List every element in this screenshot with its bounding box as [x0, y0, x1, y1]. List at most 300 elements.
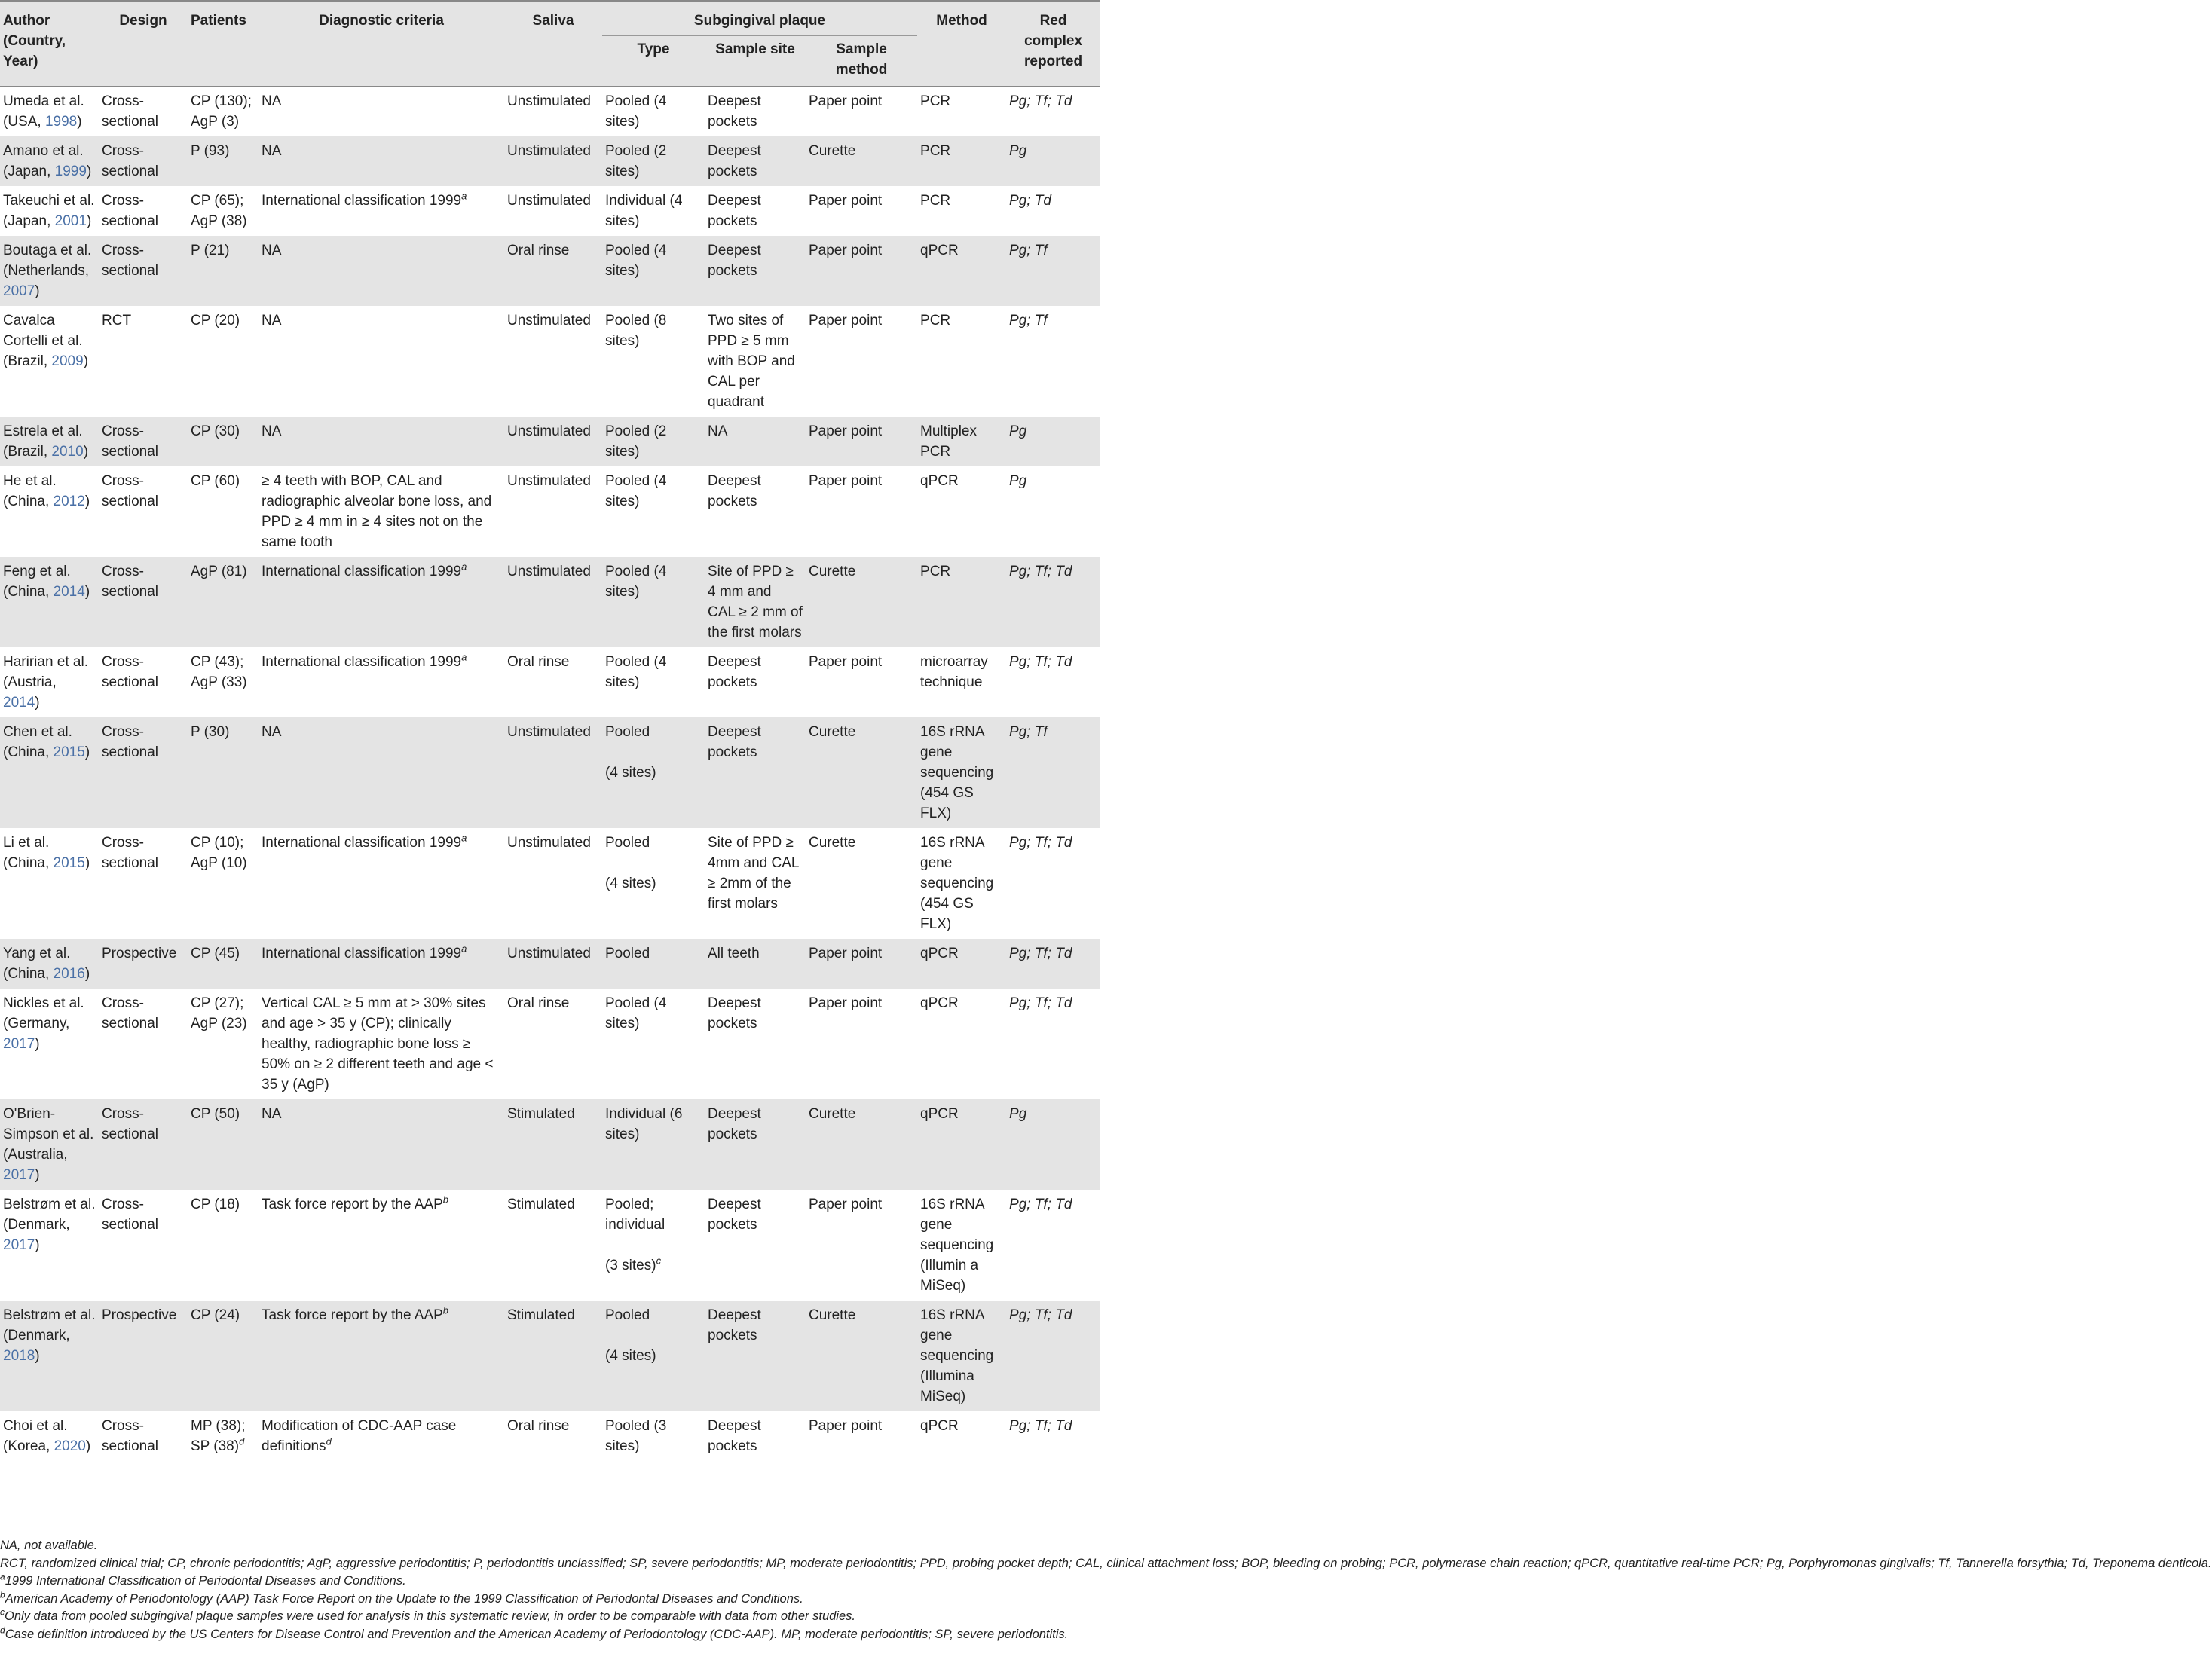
patients-cell — [188, 717, 259, 828]
red-complex-cell: Pg; Tf; Td — [1006, 828, 1100, 939]
criteria-cell — [259, 306, 504, 417]
footnote-marker: d — [239, 1435, 245, 1447]
footnote-marker: d — [326, 1435, 332, 1447]
year-link: 2020 — [54, 1438, 86, 1454]
table-row — [0, 1099, 1100, 1190]
red-complex-cell: Pg; Tf; Td — [1006, 647, 1100, 717]
author-text: He et al. (China, — [3, 473, 57, 509]
type-cell — [602, 717, 705, 828]
author-cell: Cavalca Cortelli et al. (Brazil, 2009) — [0, 306, 99, 417]
criteria-text: International classification 1999 — [262, 654, 462, 670]
patients-text: CP (18) — [191, 1197, 240, 1212]
type-cell — [602, 939, 705, 989]
author-cell: O'Brien-Simpson et al. (Australia, 2017) — [0, 1099, 99, 1190]
patients-text: CP (45) — [191, 946, 240, 961]
study-table-container — [0, 0, 1100, 1461]
sample-method-cell: Paper point — [806, 466, 917, 557]
patients-cell — [188, 989, 259, 1099]
type-text: Pooled (4 sites) — [605, 564, 667, 600]
criteria-text: Vertical CAL ≥ 5 mm at > 30% sites and age > 35 y (CP); clinically healthy, radiographic bone loss ≥ 50% on ≥ 2 different teeth and age < 35 y (AgP) — [262, 995, 494, 1093]
patients-cell — [188, 87, 259, 137]
sample-method-cell: Paper point — [806, 306, 917, 417]
header-type: Type — [602, 36, 705, 87]
author-cell: Nickles et al. (Germany, 2017) — [0, 989, 99, 1099]
criteria-cell — [259, 828, 504, 939]
author-cell: Choi et al. (Korea, 2020) — [0, 1411, 99, 1461]
footnote-marker: c — [0, 1606, 5, 1618]
table-body — [0, 87, 1100, 1462]
type-cell — [602, 989, 705, 1099]
sample-method-cell: Paper point — [806, 186, 917, 236]
method-cell: 16S rRNA gene sequencing (Illumina MiSeq) — [917, 1301, 1006, 1411]
criteria-cell — [259, 417, 504, 466]
type-text: Pooled — [605, 1307, 650, 1323]
footnote-text: NA, not available. — [0, 1539, 98, 1552]
design-cell: Cross-sectional — [99, 647, 188, 717]
criteria-text: NA — [262, 243, 282, 258]
red-complex-cell: Pg; Tf; Td — [1006, 87, 1100, 137]
spacer — [605, 1235, 702, 1255]
patients-text: CP (30) — [191, 423, 240, 439]
red-complex-cell: Pg — [1006, 417, 1100, 466]
red-complex-cell: Pg; Tf; Td — [1006, 989, 1100, 1099]
type-text: Pooled; individual — [605, 1197, 665, 1233]
header-method: Method — [917, 1, 1006, 87]
type-sites-text: (3 sites) — [605, 1258, 656, 1273]
footnote-line — [0, 1537, 1100, 1555]
year-link: 2017 — [3, 1237, 35, 1253]
year-link: 1998 — [44, 114, 78, 130]
type-text: Pooled (4 sites) — [605, 995, 667, 1032]
saliva-cell: Stimulated — [504, 1301, 602, 1411]
type-text: Pooled — [605, 835, 650, 851]
saliva-cell: Unstimulated — [504, 828, 602, 939]
design-cell: Cross-sectional — [99, 186, 188, 236]
table-row — [0, 1190, 1100, 1301]
design-cell: Cross-sectional — [99, 1099, 188, 1190]
type-cell — [602, 1411, 705, 1461]
design-cell: Cross-sectional — [99, 466, 188, 557]
design-cell: Prospective — [99, 939, 188, 989]
year-link: 2001 — [54, 213, 87, 229]
patients-text: AgP (81) — [191, 564, 247, 579]
footnote-marker: c — [656, 1255, 662, 1267]
method-cell: microarray technique — [917, 647, 1006, 717]
header-design: Design — [99, 1, 188, 87]
saliva-cell: Oral rinse — [504, 989, 602, 1099]
table-row — [0, 647, 1100, 717]
patients-cell — [188, 1099, 259, 1190]
year-link: 2015 — [53, 744, 85, 760]
footnote-marker: a — [0, 1571, 5, 1582]
design-cell: Cross-sectional — [99, 717, 188, 828]
author-cell: Feng et al. (China, 2014) — [0, 557, 99, 647]
criteria-cell — [259, 717, 504, 828]
author-cell: Haririan et al. (Austria, 2014) — [0, 647, 99, 717]
criteria-cell — [259, 1301, 504, 1411]
type-text: Pooled (4 sites) — [605, 473, 667, 509]
red-complex-cell: Pg — [1006, 136, 1100, 186]
sample-site-cell: Deepest pockets — [705, 1301, 806, 1411]
study-characteristics-table — [0, 0, 1100, 1461]
criteria-text: International classification 1999 — [262, 564, 462, 579]
patients-cell — [188, 236, 259, 306]
sample-method-cell: Paper point — [806, 87, 917, 137]
author-text: Feng et al. (China, — [3, 564, 71, 600]
author-text: Belstrøm et al. (Denmark, — [3, 1197, 96, 1233]
header-author: Author (Country, Year) — [0, 1, 99, 87]
type-cell — [602, 136, 705, 186]
design-cell: RCT — [99, 306, 188, 417]
sample-site-cell: NA — [705, 417, 806, 466]
footnote-text: RCT, randomized clinical trial; CP, chronic periodontitis; AgP, aggressive periodontitis; P, periodontitis unclassified; SP, severe periodontitis; MP, moderate periodontitis; PPD, probing pocket depth; CAL, clinical attachment loss; BOP, bleeding on probing; PCR, polymerase chain reaction; qPCR, quantitative real-time PCR; Pg, Porphyromonas gingivalis; Tf, Tannerella forsythia; Td, Treponema denticola. — [0, 1556, 2212, 1570]
red-complex-cell: Pg — [1006, 466, 1100, 557]
table-row — [0, 1301, 1100, 1411]
criteria-text: NA — [262, 724, 282, 740]
criteria-cell — [259, 647, 504, 717]
sample-method-cell: Curette — [806, 828, 917, 939]
criteria-text: Task force report by the AAP — [262, 1307, 443, 1323]
patients-cell — [188, 1411, 259, 1461]
footnote-text: Case definition introduced by the US Centers for Disease Control and Prevention and the American Academy of Periodontology (CDC-AAP). MP, moderate periodontitis; SP, severe periodontitis. — [5, 1627, 1069, 1641]
method-cell: qPCR — [917, 989, 1006, 1099]
year-link: 2010 — [51, 444, 84, 460]
saliva-cell: Unstimulated — [504, 306, 602, 417]
table-row — [0, 828, 1100, 939]
sample-method-cell: Paper point — [806, 236, 917, 306]
type-cell — [602, 1301, 705, 1411]
saliva-cell: Stimulated — [504, 1099, 602, 1190]
type-text: Pooled (2 sites) — [605, 423, 667, 460]
author-text: Amano et al. (Japan, — [3, 143, 84, 179]
saliva-cell: Unstimulated — [504, 939, 602, 989]
footnote-marker: a — [461, 943, 467, 955]
author-text: Takeuchi et al. (Japan, — [3, 193, 95, 229]
patients-text: P (30) — [191, 724, 230, 740]
patients-text: P (93) — [191, 143, 230, 159]
table-row — [0, 87, 1100, 137]
sample-site-cell: Deepest pockets — [705, 87, 806, 137]
patients-text: MP (38); SP (38) — [191, 1418, 246, 1454]
type-cell — [602, 306, 705, 417]
criteria-cell — [259, 136, 504, 186]
author-cell: He et al. (China, 2012) — [0, 466, 99, 557]
patients-cell — [188, 136, 259, 186]
sample-site-cell: Deepest pockets — [705, 236, 806, 306]
method-cell: Multiplex PCR — [917, 417, 1006, 466]
type-cell — [602, 1190, 705, 1301]
year-link: 2014 — [53, 584, 85, 600]
author-cell: Umeda et al. (USA, 1998) — [0, 87, 99, 137]
header-sample-site: Sample site — [705, 36, 806, 87]
type-text: Pooled (2 sites) — [605, 143, 667, 179]
saliva-cell: Unstimulated — [504, 87, 602, 137]
patients-text: CP (24) — [191, 1307, 240, 1323]
method-cell: qPCR — [917, 1411, 1006, 1461]
table-row — [0, 939, 1100, 989]
type-text: Pooled (8 sites) — [605, 313, 667, 349]
patients-cell — [188, 466, 259, 557]
type-text: Individual (4 sites) — [605, 193, 683, 229]
patients-text: CP (60) — [191, 473, 240, 489]
footnote-line — [0, 1608, 1100, 1626]
patients-cell — [188, 417, 259, 466]
footnote-marker: b — [442, 1194, 449, 1206]
sample-method-cell: Curette — [806, 1099, 917, 1190]
year-link: 2009 — [51, 353, 84, 369]
design-cell: Cross-sectional — [99, 417, 188, 466]
footnote-marker: b — [442, 1304, 449, 1316]
design-cell: Cross-sectional — [99, 1411, 188, 1461]
header-patients: Patients — [188, 1, 259, 87]
year-link: 2012 — [53, 494, 85, 509]
author-cell: Estrela et al. (Brazil, 2010) — [0, 417, 99, 466]
red-complex-cell: Pg; Tf — [1006, 236, 1100, 306]
design-cell: Cross-sectional — [99, 87, 188, 137]
saliva-cell: Unstimulated — [504, 466, 602, 557]
spacer — [605, 742, 702, 763]
criteria-text: NA — [262, 423, 282, 439]
red-complex-cell: Pg; Td — [1006, 186, 1100, 236]
patients-text: CP (50) — [191, 1106, 240, 1122]
criteria-cell — [259, 186, 504, 236]
sample-method-cell: Curette — [806, 136, 917, 186]
method-cell: PCR — [917, 306, 1006, 417]
type-text: Pooled (4 sites) — [605, 654, 667, 690]
type-text: Pooled — [605, 724, 650, 740]
design-cell: Cross-sectional — [99, 989, 188, 1099]
saliva-cell: Oral rinse — [504, 647, 602, 717]
red-complex-cell: Pg; Tf; Td — [1006, 1190, 1100, 1301]
method-cell: PCR — [917, 186, 1006, 236]
patients-text: CP (27); AgP (23) — [191, 995, 247, 1032]
patients-cell — [188, 557, 259, 647]
red-complex-cell: Pg; Tf — [1006, 306, 1100, 417]
patients-text: CP (20) — [191, 313, 240, 329]
patients-text: P (21) — [191, 243, 230, 258]
author-text: Chen et al. (China, — [3, 724, 72, 760]
type-cell — [602, 186, 705, 236]
table-row — [0, 136, 1100, 186]
patients-text: CP (65); AgP (38) — [191, 193, 247, 229]
author-cell: Li et al. (China, 2015) — [0, 828, 99, 939]
sample-method-cell: Paper point — [806, 939, 917, 989]
header-sample-method: Sample method — [806, 36, 917, 87]
author-text: Yang et al. (China, — [3, 946, 71, 982]
sample-method-cell: Curette — [806, 717, 917, 828]
saliva-cell: Oral rinse — [504, 1411, 602, 1461]
method-cell: PCR — [917, 557, 1006, 647]
method-cell: qPCR — [917, 1099, 1006, 1190]
patients-cell — [188, 186, 259, 236]
type-text: Pooled (3 sites) — [605, 1418, 667, 1454]
footnote-marker: a — [461, 651, 467, 663]
saliva-cell: Unstimulated — [504, 136, 602, 186]
footnote-marker: a — [461, 190, 467, 202]
footnote-text: 1999 International Classification of Periodontal Diseases and Conditions. — [5, 1574, 406, 1588]
sample-method-cell: Paper point — [806, 647, 917, 717]
type-cell — [602, 466, 705, 557]
criteria-cell — [259, 1190, 504, 1301]
footnote-marker: a — [461, 561, 467, 573]
table-row — [0, 306, 1100, 417]
patients-cell — [188, 939, 259, 989]
saliva-cell: Oral rinse — [504, 236, 602, 306]
red-complex-cell: Pg; Tf; Td — [1006, 939, 1100, 989]
design-cell: Cross-sectional — [99, 1190, 188, 1301]
sample-site-cell: Site of PPD ≥ 4 mm and CAL ≥ 2 mm of the first molars — [705, 557, 806, 647]
header-red-complex: Red complex reported — [1006, 1, 1100, 87]
author-text: Nickles et al. (Germany, — [3, 995, 84, 1032]
design-cell: Cross-sectional — [99, 136, 188, 186]
spacer — [605, 853, 702, 873]
footnote-text: American Academy of Periodontology (AAP) Task Force Report on the Update to the 1999 Classification of Periodontal Diseases and Conditions. — [5, 1591, 803, 1606]
sample-site-cell: Deepest pockets — [705, 186, 806, 236]
patients-cell — [188, 1190, 259, 1301]
criteria-text: NA — [262, 313, 282, 329]
design-cell: Cross-sectional — [99, 236, 188, 306]
author-cell: Chen et al. (China, 2015) — [0, 717, 99, 828]
header-saliva: Saliva — [504, 1, 602, 87]
type-sites-text: (4 sites) — [605, 1348, 656, 1364]
author-text: Umeda et al. (USA, — [3, 93, 84, 130]
criteria-cell — [259, 466, 504, 557]
criteria-text: International classification 1999 — [262, 946, 462, 961]
sample-method-cell: Curette — [806, 1301, 917, 1411]
footnote-marker: a — [461, 832, 467, 844]
author-text: Choi et al. (Korea, — [3, 1418, 68, 1454]
table-row — [0, 557, 1100, 647]
criteria-cell — [259, 236, 504, 306]
footnote-marker: b — [0, 1589, 5, 1600]
method-cell: 16S rRNA gene sequencing (454 GS FLX) — [917, 828, 1006, 939]
criteria-cell — [259, 557, 504, 647]
footnote-line — [0, 1591, 1100, 1609]
patients-cell — [188, 647, 259, 717]
year-link: 2007 — [3, 283, 35, 299]
table-row — [0, 466, 1100, 557]
patients-cell — [188, 1301, 259, 1411]
table-row — [0, 717, 1100, 828]
type-text: Individual (6 sites) — [605, 1106, 683, 1142]
year-link: 2015 — [53, 855, 85, 871]
saliva-cell: Unstimulated — [504, 557, 602, 647]
type-cell — [602, 236, 705, 306]
table-row — [0, 989, 1100, 1099]
patients-cell — [188, 828, 259, 939]
patients-text: CP (43); AgP (33) — [191, 654, 247, 690]
type-text: Pooled — [605, 946, 650, 961]
year-link: 2017 — [3, 1167, 35, 1183]
criteria-text: International classification 1999 — [262, 835, 462, 851]
criteria-cell — [259, 1099, 504, 1190]
year-link: 2018 — [3, 1348, 35, 1364]
type-sites-text: (4 sites) — [605, 765, 656, 781]
footnote-line — [0, 1626, 1100, 1644]
design-cell: Cross-sectional — [99, 828, 188, 939]
saliva-cell: Unstimulated — [504, 717, 602, 828]
method-cell: 16S rRNA gene sequencing (Illumin a MiSeq) — [917, 1190, 1006, 1301]
red-complex-cell: Pg — [1006, 1099, 1100, 1190]
author-text: Boutaga et al. (Netherlands, — [3, 243, 92, 279]
author-cell: Amano et al. (Japan, 1999) — [0, 136, 99, 186]
table-row — [0, 186, 1100, 236]
criteria-text: NA — [262, 1106, 282, 1122]
criteria-cell — [259, 87, 504, 137]
sample-method-cell: Paper point — [806, 417, 917, 466]
table-row — [0, 417, 1100, 466]
method-cell: 16S rRNA gene sequencing (454 GS FLX) — [917, 717, 1006, 828]
type-cell — [602, 647, 705, 717]
footnote-line — [0, 1573, 1100, 1591]
year-link: 1999 — [54, 164, 87, 179]
type-cell — [602, 828, 705, 939]
type-cell — [602, 87, 705, 137]
criteria-cell — [259, 1411, 504, 1461]
footnote-line — [0, 1555, 2212, 1573]
criteria-text: NA — [262, 93, 282, 109]
design-cell: Prospective — [99, 1301, 188, 1411]
author-text: Haririan et al. (Austria, — [3, 654, 88, 690]
sample-site-cell: Site of PPD ≥ 4mm and CAL ≥ 2mm of the first molars — [705, 828, 806, 939]
sample-method-cell: Paper point — [806, 1411, 917, 1461]
spacer — [605, 1325, 702, 1346]
design-cell: Cross-sectional — [99, 557, 188, 647]
table-footnotes — [0, 1537, 2212, 1643]
author-text: O'Brien-Simpson et al. (Australia, — [3, 1106, 94, 1163]
sample-site-cell: All teeth — [705, 939, 806, 989]
criteria-text: NA — [262, 143, 282, 159]
author-cell: Yang et al. (China, 2016) — [0, 939, 99, 989]
patients-text: CP (130); AgP (3) — [191, 93, 252, 130]
sample-site-cell: Deepest pockets — [705, 466, 806, 557]
saliva-cell: Unstimulated — [504, 417, 602, 466]
year-link: 2016 — [53, 966, 85, 982]
type-cell — [602, 1099, 705, 1190]
footnote-text: Only data from pooled subgingival plaque samples were used for analysis in this systematic review, in order to be comparable with data from other studies. — [5, 1609, 855, 1623]
header-subgingival-plaque: Subgingival plaque — [602, 1, 917, 36]
sample-site-cell: Deepest pockets — [705, 1099, 806, 1190]
criteria-cell — [259, 989, 504, 1099]
type-cell — [602, 417, 705, 466]
red-complex-cell: Pg; Tf; Td — [1006, 1411, 1100, 1461]
author-cell: Takeuchi et al. (Japan, 2001) — [0, 186, 99, 236]
author-text: Cavalca Cortelli et al. (Brazil, — [3, 313, 83, 369]
type-text: Pooled (4 sites) — [605, 243, 667, 279]
year-link: 2014 — [3, 695, 35, 711]
method-cell: PCR — [917, 136, 1006, 186]
type-text: Pooled (4 sites) — [605, 93, 667, 130]
patients-cell — [188, 306, 259, 417]
method-cell: qPCR — [917, 236, 1006, 306]
saliva-cell: Unstimulated — [504, 186, 602, 236]
author-text: Belstrøm et al. (Denmark, — [3, 1307, 96, 1343]
author-text: Li et al. (China, — [3, 835, 54, 871]
year-link: 2017 — [3, 1036, 35, 1052]
sample-method-cell: Curette — [806, 557, 917, 647]
table-row — [0, 1411, 1100, 1461]
criteria-text: Task force report by the AAP — [262, 1197, 443, 1212]
criteria-cell — [259, 939, 504, 989]
criteria-text: Modification of CDC-AAP case definitions — [262, 1418, 457, 1454]
sample-site-cell: Deepest pockets — [705, 1190, 806, 1301]
red-complex-cell: Pg; Tf; Td — [1006, 1301, 1100, 1411]
sample-method-cell: Paper point — [806, 989, 917, 1099]
author-cell: Boutaga et al. (Netherlands, 2007) — [0, 236, 99, 306]
sample-site-cell: Deepest pockets — [705, 717, 806, 828]
criteria-text: International classification 1999 — [262, 193, 462, 209]
table-header — [0, 1, 1100, 87]
